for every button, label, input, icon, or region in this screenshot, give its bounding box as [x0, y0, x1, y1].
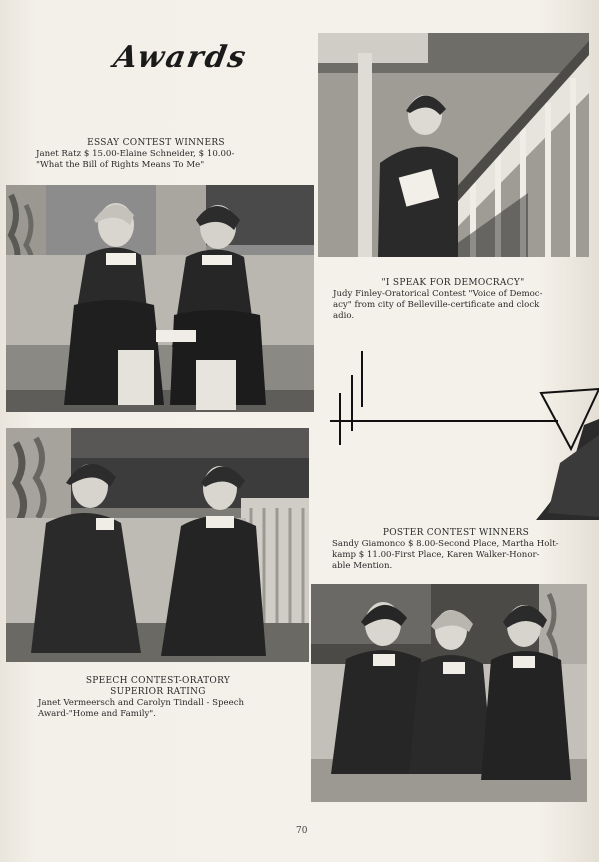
democracy-speaker-photo	[318, 33, 589, 257]
poster-caption-title: POSTER CONTEST WINNERS	[382, 528, 530, 538]
poster-winners-photo	[311, 584, 587, 802]
essay-caption	[36, 138, 276, 171]
speech-caption-line: Janet Vermeersch and Carolyn Tindall - Speech	[38, 698, 245, 708]
decorative-line-graphic	[326, 345, 599, 520]
speech-contest-photo	[6, 428, 309, 662]
democracy-caption-line: Judy Finley-Oratorical Contest "Voice of Democ-	[333, 289, 543, 299]
speech-caption-line: Award-"Home and Family".	[38, 709, 156, 719]
essay-caption-line: "What the Bill of Rights Means To Me"	[36, 160, 205, 170]
essay-caption-title: ESSAY CONTEST WINNERS	[87, 138, 225, 148]
poster-caption-line: Sandy Giamonco $ 8.00-Second Place, Martha Holt-	[332, 539, 559, 549]
democracy-caption-line: acy" from city of Belleville-certificate and clock	[333, 300, 540, 310]
essay-caption-line: Janet Ratz $ 15.00-Elaine Schneider, $ 10.00-	[36, 149, 235, 159]
speech-caption	[38, 676, 278, 720]
poster-caption-line: kamp $ 11.00-First Place, Karen Walker-Honor-	[332, 550, 540, 560]
speech-caption-title: SPEECH CONTEST-ORATORY	[85, 676, 231, 686]
democracy-caption	[333, 278, 573, 322]
poster-caption-line: able Mention.	[332, 561, 393, 571]
democracy-caption-line: adio.	[333, 311, 355, 321]
page-title: Awards	[110, 40, 251, 75]
democracy-caption-title: "I SPEAK FOR DEMOCRACY"	[381, 278, 525, 288]
speech-caption-title: SUPERIOR RATING	[110, 687, 206, 697]
poster-caption	[332, 528, 580, 572]
page-number: 70	[296, 826, 308, 836]
essay-winners-photo	[6, 185, 314, 412]
